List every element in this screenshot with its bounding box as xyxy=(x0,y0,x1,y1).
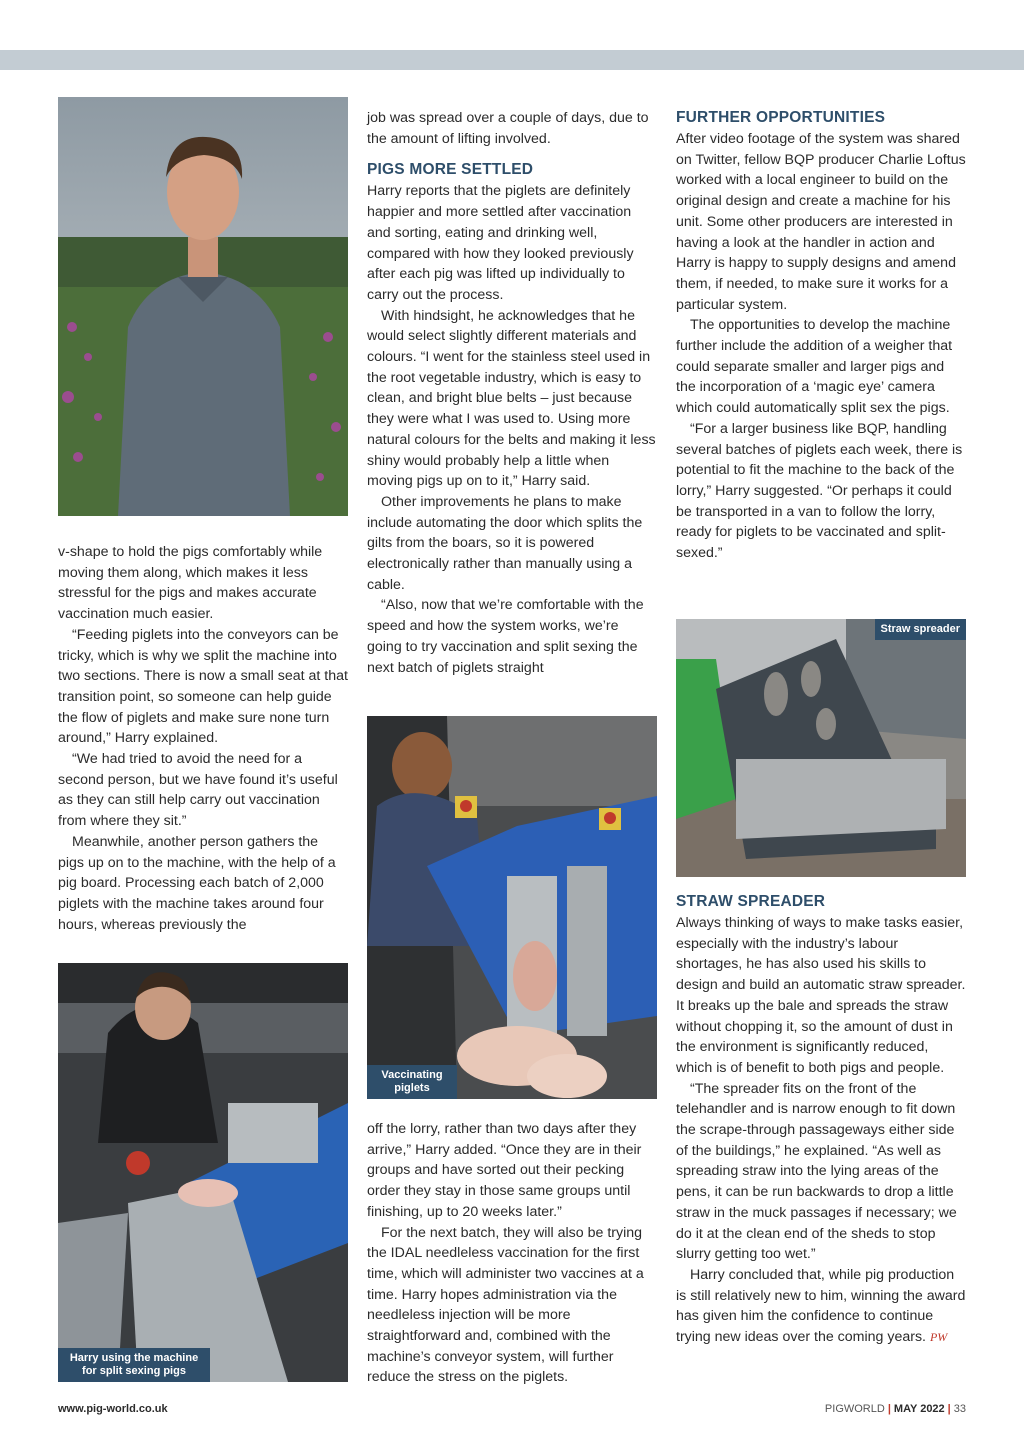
photo-caption: Straw spreader xyxy=(875,619,966,640)
paragraph: Harry reports that the piglets are definitely happier and more settled after vaccination and sorting, eating and drinking well, compared with how they looked previously after each pig was lifted up individually to carry out the process. xyxy=(367,183,634,303)
paragraph: Always thinking of ways to make tasks easier, especially with the industry’s labour shortages, he has also used his skills to design and build an automatic straw spreader. It breaks up the bale and spreads the straw without chopping it, so the amount of dust in the environment is significantly reduced, which is of benefit to both pigs and people. xyxy=(676,915,966,1076)
footer-website[interactable]: www.pig-world.co.uk xyxy=(58,1403,168,1415)
column-2-bottom xyxy=(367,1119,659,1388)
straw-spreader-photo xyxy=(676,619,966,877)
column-2-top xyxy=(367,108,657,678)
divider: | xyxy=(887,1403,891,1415)
photo-caption: Vaccinating piglets xyxy=(367,1065,457,1099)
paragraph: With hindsight, he acknowledges that he would select slightly different materials and colours. “I went for the stainless steel used in the root vegetable industry, which is easy to clean, and bright blue belts – just because they were what I was used to. Using more natural colours for the belts and making it less shiny would probably help a little when moving pigs up on to it,” Harry said. xyxy=(367,307,656,490)
page-number: 33 xyxy=(953,1403,966,1415)
paragraph: v-shape to hold the pigs comfortably while moving them along, which makes it less stressful for the pigs and makes accurate vaccination much easier. xyxy=(58,544,323,623)
section-heading: FURTHER OPPORTUNITIES xyxy=(676,109,886,126)
paragraph: “For a larger business like BQP, handling several batches of piglets each week, there is potential to fit the machine to the back of the lorry,” Harry suggested. “Or perhaps it could be transported in a van to follow the lorry, ready for piglets to be vaccinated and split-sexed.” xyxy=(676,420,963,562)
section-heading: STRAW SPREADER xyxy=(676,893,826,910)
column-1 xyxy=(58,542,348,935)
paragraph: Meanwhile, another person gathers the pigs up on to the machine, with the help of a pig board. Processing each batch of 2,000 piglets with the machine takes around four hours, whereas previously the xyxy=(58,833,336,933)
paragraph: job was spread over a couple of days, due to the amount of lifting involved. xyxy=(367,110,649,147)
paragraph: The opportunities to develop the machine further include the addition of a weigher that could separate smaller and larger pigs and the incorporation of a ‘magic eye’ camera which could automatically split sex the pigs. xyxy=(676,317,953,417)
header-band xyxy=(0,50,1024,70)
column-3-top xyxy=(676,107,966,564)
footer-page-info xyxy=(825,1403,966,1415)
vaccinating-photo xyxy=(367,716,657,1099)
column-3-bottom xyxy=(676,891,966,1348)
photo-caption: Harry using the machine for split sexing pigs xyxy=(58,1348,210,1382)
section-heading: PIGS MORE SETTLED xyxy=(367,161,534,179)
paragraph: For the next batch, they will also be trying the IDAL needleless vaccination for the first time, which will administer two vaccines at a time. Harry hopes administration via the needleless injection will be more straightforward and, combined with the machine’s conveyor system, will further reduce the stress on the piglets. xyxy=(367,1224,644,1386)
paragraph: off the lorry, rather than two days after they arrive,” Harry added. “Once they are in their groups and have sorted out their pecking order they stay in those same groups until finishing, up to 20 weeks later.” xyxy=(367,1121,642,1220)
paragraph: “We had tried to avoid the need for a second person, but we have found it’s useful as they can still help carry out vaccination from where they sit.” xyxy=(58,751,338,830)
paragraph: After video footage of the system was shared on Twitter, fellow BQP producer Charlie Loftus worked with a local engineer to build on the original design and create a machine for his unit. Some other producers are interested in having a look at the handler in action and Harry is happy to supply designs and amend them, if needed, to make sure it works for a particular system. xyxy=(676,131,966,313)
divider: | xyxy=(947,1403,951,1415)
issue-date: MAY 2022 xyxy=(893,1403,945,1415)
paragraph: Other improvements he plans to make include automating the door which splits the gilts from the boars, so it is powered electronically rather than manually using a cable. xyxy=(367,493,643,593)
paragraph: “The spreader fits on the front of the telehandler and is narrow enough to fit down the scrape-through passageways either side of the buildings,” he explained. “As well as spreading straw into the lying areas of the pens, it can be run backwards to drop a little straw in the muck passages if necessary; we do it at the clean end of the sheds to stop slurry getting too wet.” xyxy=(676,1080,957,1263)
paragraph: “Feeding piglets into the conveyors can be tricky, which is why we split the machine into two sections. There is now a small seat at that transition point, so someone can help guide the flow of piglets and make sure none turn around,” Harry explained. xyxy=(58,626,348,747)
paragraph xyxy=(676,1265,966,1348)
portrait-photo xyxy=(58,97,348,516)
end-mark: PW xyxy=(929,1330,948,1345)
machine-photo xyxy=(58,963,348,1382)
magazine-name: PIGWORLD xyxy=(824,1403,885,1415)
paragraph-text: Harry concluded that, while pig production is still relatively new to him, winning the award has given him the confidence to continue trying new ideas over the coming years. xyxy=(676,1266,966,1346)
paragraph: “Also, now that we’re comfortable with the speed and how the system works, we’re going to try vaccination and split sexing the next batch of piglets straight xyxy=(367,597,644,676)
